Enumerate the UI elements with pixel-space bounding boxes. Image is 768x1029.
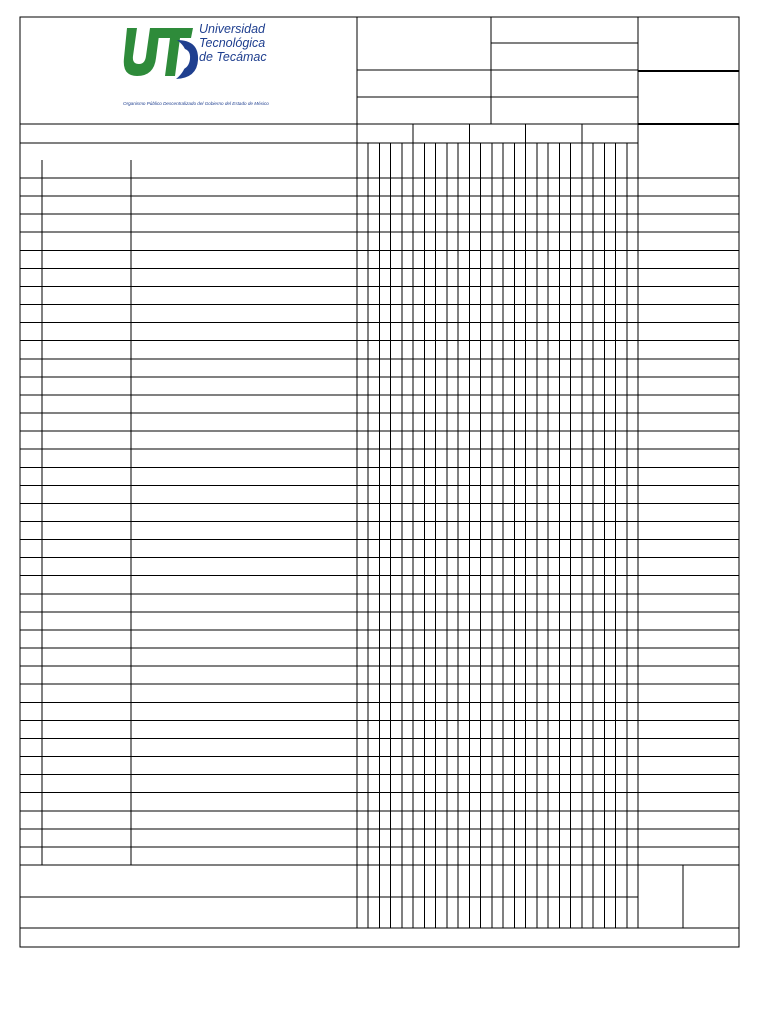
university-name bbox=[199, 22, 267, 64]
university-name-line-3: de Tecámac bbox=[199, 50, 267, 64]
university-name-line-2: Tecnológica bbox=[199, 36, 266, 50]
university-name-line-1: Universidad bbox=[199, 22, 266, 36]
university-subtitle: Organismo Público Descentralizado del Gobierno del Estado de México bbox=[123, 101, 269, 106]
ut-mark-icon bbox=[121, 18, 201, 88]
